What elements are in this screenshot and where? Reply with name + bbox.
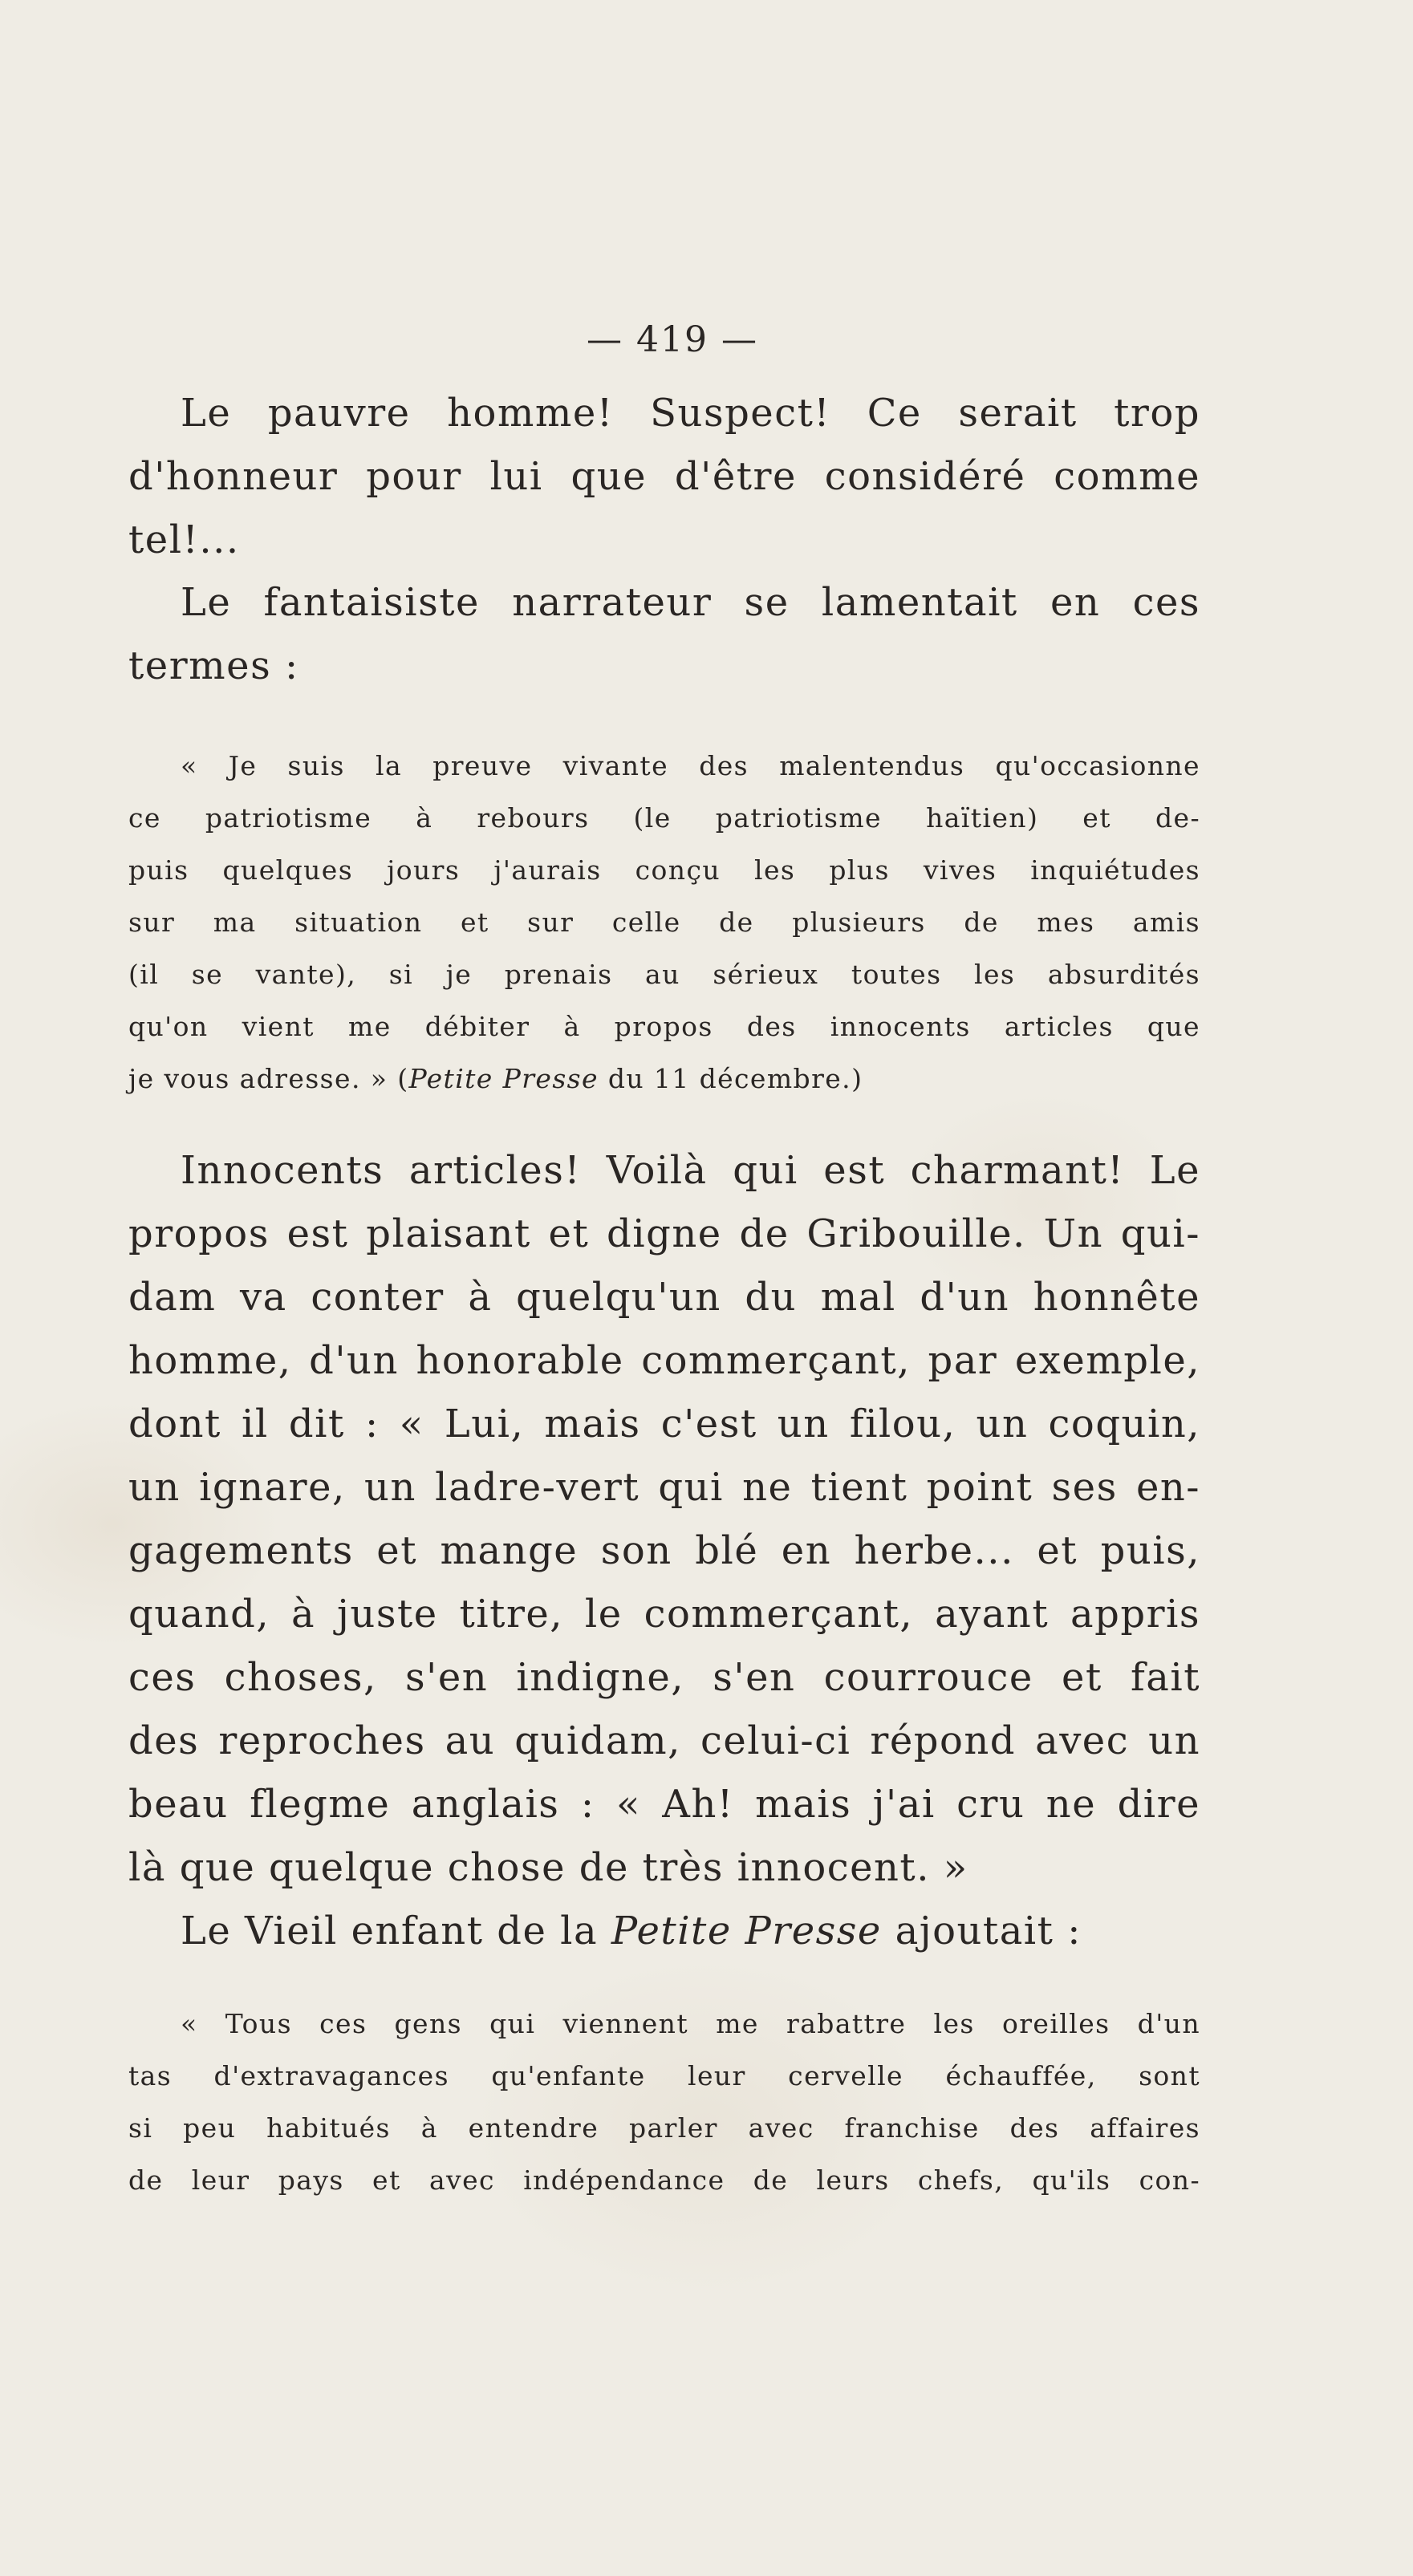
quote-line: je vous adresse. » (Petite Presse du 11 décembre.) (128, 1063, 863, 1094)
quote-line: ce patriotisme à rebours (le patriotisme haïtien) et de- (128, 802, 1200, 834)
paragraph-1 (128, 382, 1200, 572)
text-line: là que quelque chose de très innocent. » (128, 1845, 968, 1890)
quote-line: « Tous ces gens qui viennent me rabattre les oreilles d'un (181, 2008, 1200, 2039)
text-line: ces choses, s'en indigne, s'en courrouce et fait (128, 1655, 1200, 1700)
text-line: propos est plaisant et digne de Gribouille. Un qui- (128, 1211, 1200, 1256)
paragraph-2 (128, 571, 1200, 698)
quote-line: puis quelques jours j'aurais conçu les plus vives inquiétudes (128, 854, 1200, 886)
text-line: dont il dit : « Lui, mais c'est un filou, un coquin, (128, 1402, 1200, 1446)
text-line: Le pauvre homme! Suspect! Ce serait trop (181, 391, 1200, 436)
paragraph-4 (128, 1900, 1200, 1963)
italic-title: Petite Presse (611, 1909, 882, 1953)
quote-line: (il se vante), si je prenais au sérieux toutes les absurdités (128, 959, 1200, 990)
italic-title: Petite Presse (408, 1063, 599, 1094)
text-line: d'honneur pour lui que d'être considéré comme (128, 454, 1200, 499)
text-line: Le fantaisiste narrateur se lamentait en ces (181, 580, 1200, 625)
quote-line: tas d'extravagances qu'enfante leur cervelle échauffée, sont (128, 2060, 1200, 2091)
quote-line: de leur pays et avec indépendance de leurs chefs, qu'ils con- (128, 2164, 1200, 2196)
quote-line: « Je suis la preuve vivante des malentendus qu'occasionne (181, 750, 1200, 781)
text-line: quand, à juste titre, le commerçant, ayant appris (128, 1592, 1200, 1637)
text-line: beau flegme anglais : « Ah! mais j'ai cru ne dire (128, 1782, 1200, 1827)
quotation-1 (128, 740, 1200, 1105)
text-line: tel!... (128, 517, 240, 562)
quote-line: sur ma situation et sur celle de plusieurs de mes amis (128, 907, 1200, 938)
text-line: homme, d'un honorable commerçant, par exemple, (128, 1338, 1200, 1383)
text-line: des reproches au quidam, celui-ci répond avec un (128, 1718, 1200, 1763)
paragraph-3 (128, 1139, 1200, 1900)
quotation-2 (128, 1998, 1200, 2206)
text-line: termes : (128, 643, 299, 688)
text-line: un ignare, un ladre-vert qui ne tient point ses en- (128, 1465, 1200, 1510)
page-number: — 419 — (587, 319, 758, 360)
quote-line: qu'on vient me débiter à propos des innocents articles que (128, 1011, 1200, 1042)
text-line: Innocents articles! Voilà qui est charmant! Le (181, 1148, 1200, 1193)
text-line: dam va conter à quelqu'un du mal d'un honnête (128, 1275, 1200, 1320)
text-line: gagements et mange son blé en herbe... et puis, (128, 1528, 1200, 1573)
quote-line: si peu habitués à entendre parler avec franchise des affaires (128, 2112, 1200, 2144)
text-line: Le Vieil enfant de la Petite Presse ajoutait : (181, 1909, 1082, 1953)
